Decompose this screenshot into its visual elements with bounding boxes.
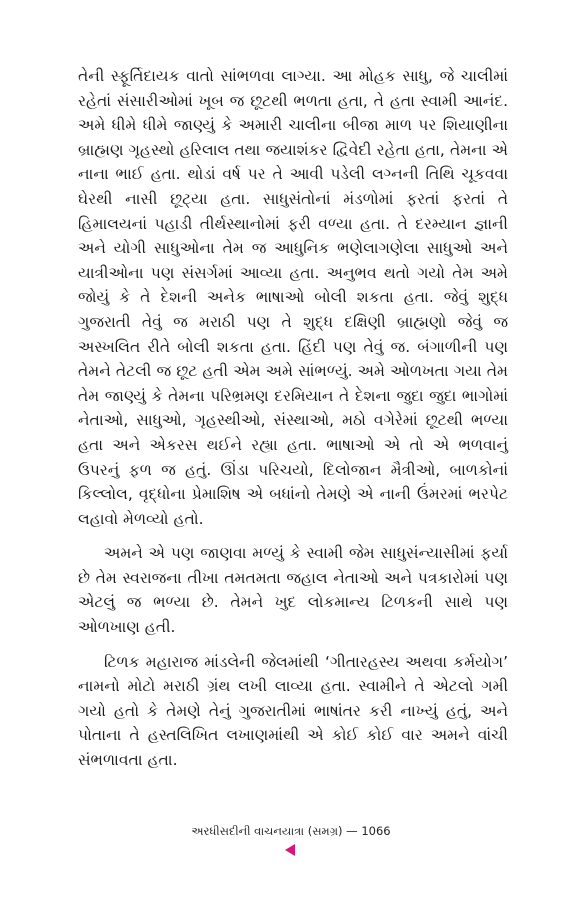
paragraph-3: ટિળક મહારાજ માંડલેની જેલમાંથી ‘ગીતારહસ્ય અથવા કર્મયોગ’ નામનો મોટો મરાઠી ગ્રંથ લખી લાવ્યા હતા. સ્વામીને તે એટલો ગમી ગયો હતો કે તેમણે તેનું ગુજરાતીમાં ભાષાંતર કરી નાખ્યું હતું, અને પોતાના તે હસ્તલિખિત લખાણમાંથી એ કોઈ કોઈ વાર અમને વાંચી સંભળાવતા હતા. <box>78 652 508 770</box>
page-footer: અરધીસદીની વાચનયાત્રા (સમગ્ર) — 1066 <box>191 824 391 838</box>
prev-page-arrow-icon[interactable] <box>285 844 295 856</box>
paragraph-1: તેની સ્ફૂર્તિદાયક વાતો સાંભળવા લાગ્યા. આ મોહક સાધુ, જે ચાલીમાં રહેતાં સંસારીઓમાં ખૂબ જ છૂટથી ભળતા હતા, તે હતા સ્વામી આનંદ. અમે ધીમે ધીમે જાણ્યું કે અમારી ચાલીના બીજા માળ પર શિયાણીના બ્રાહ્મણ ગૃહસ્થો હરિલાલ તથા જયાશંકર દ્વિવેદી રહેતા હતા, તેમના એ નાના ભાઈ હતા. થોડાં વર્ષ પર તે આવી પડેલી લગ્નની તિથિ ચૂકવવા ઘેરથી નાસી છૂટ્યા હતા. સાધુસંતોનાં મંડળોમાં ફરતાં ફરતાં તે હિમાલયનાં પહાડી તીર્થસ્થાનોમાં ફરી વળ્યા હતા. તે દરમ્યાન જ્ઞાની અને યોગી સાધુઓના તેમ જ આધુનિક ભણેલાગણેલા સાધુઓ અને યાત્રીઓના પણ સંસર્ગમાં આવ્યા હતા. અનુભવ થતો ગયો તેમ અમે જોયું કે તે દેશની અનેક ભાષાઓ બોલી શકતા હતા. જેવું શુદ્ધ ગુજરાતી તેવું જ મરાઠી પણ તે શુદ્ધ દક્ષિણી બ્રાહ્મણો જેવું જ અસ્ખલિત રીતે બોલી શકતા હતા. હિંદી પણ તેવું જ. બંગાળીની પણ તેમને તેટલી જ છૂટ હતી એમ અમે સાંભળ્યું. અમે ઓળખતા ગયા તેમ તેમ જાણ્યું કે તેમના પરિભ્રમણ દરમિયાન તે દેશના જુદા જુદા ભાગોમાં નેતાઓ, સાધુઓ, ગૃહસ્થીઓ, સંસ્થાઓ, મઠો વગેરેમાં છૂટથી ભળ્યા હતા અને એકરસ થઈને રહ્યા હતા. ભાષાઓ એ તો એ ભળવાનું ઉપરનું ફળ જ હતું. ઊંડા પરિચયો, દિલોજાન મૈત્રીઓ, બાળકોનાં કિલ્લોલ, વૃદ્ધોના પ્રેમાશિષ એ બધાંનો તેમણે એ નાની ઉંમરમાં ભરપેટ લહાવો મેળવ્યો હતો. <box>78 67 508 528</box>
paragraph-2: અમને એ પણ જાણવા મળ્યું કે સ્વામી જેમ સાધુસંન્યાસીમાં ફર્યા છે તેમ સ્વરાજના તીખા તમતમતા જહાલ નેતાઓ અને પત્રકારોમાં પણ એટલું જ ભળ્યા છે. તેમને ખુદ લોકમાન્ય ટિળકની સાથે પણ ઓળખાણ હતી. <box>78 544 508 637</box>
page-body <box>78 64 508 773</box>
